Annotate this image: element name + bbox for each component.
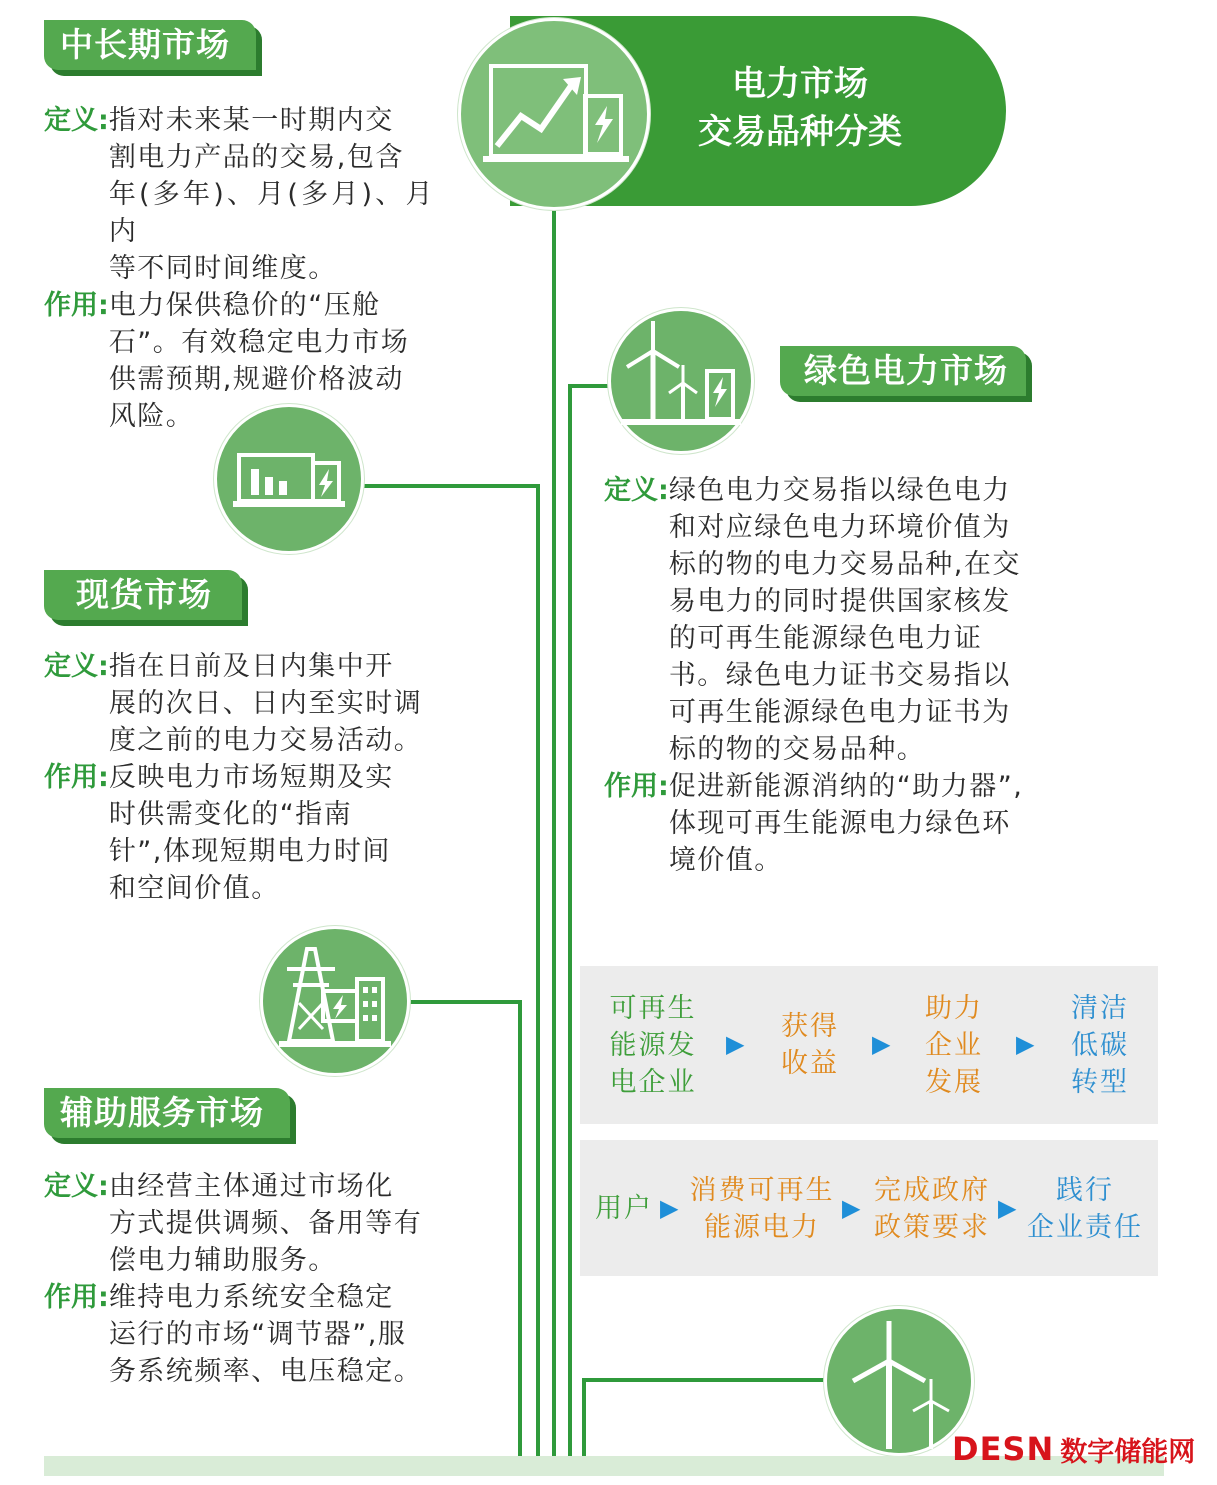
text-line: 供需预期,规避价格波动 (108, 364, 404, 395)
text-line: 指对未来某一时期内交 (108, 105, 394, 136)
arrow-icon: ▶ (998, 1194, 1017, 1222)
connector-line (568, 384, 572, 1460)
text-line: 促进新能源消纳的“助力器”, (668, 771, 1024, 802)
text-line: 标的物的交易品种。 (668, 734, 926, 765)
title-line: 交易品种分类 (698, 112, 902, 152)
definition-label: 定义: (44, 651, 109, 682)
flow-text: 获得 (781, 1011, 839, 1042)
connector-line (400, 1000, 522, 1004)
text-line: 风险。 (108, 401, 195, 432)
text-line: 时供需变化的“指南 (108, 799, 353, 830)
connector-line (582, 1378, 830, 1382)
text-line: 境价值。 (668, 845, 783, 876)
flow-diagram-user (580, 1140, 1158, 1276)
green-text (604, 472, 1052, 879)
flow-text: 助力 (925, 993, 983, 1024)
text-line: 和空间价值。 (108, 873, 280, 904)
text-line: 方式提供调频、备用等有 (108, 1208, 423, 1239)
text-line: 展的次日、日内至实时调 (108, 688, 423, 719)
usage-label: 作用: (44, 762, 109, 793)
definition-label: 定义: (44, 1171, 109, 1202)
growth-chart-icon (461, 21, 647, 207)
wind-turbine-icon (827, 1309, 971, 1453)
flow-step (914, 990, 994, 1101)
text-line: 指在日前及日内集中开 (108, 651, 394, 682)
flow-text: 清洁 (1071, 993, 1129, 1024)
flow-step (1060, 990, 1140, 1101)
wind-turbine-icon (611, 311, 751, 451)
flow-text: 转型 (1071, 1067, 1129, 1098)
text-line: 的可再生能源绿色电力证 (668, 623, 983, 654)
flow-text: 能源电力 (704, 1212, 820, 1243)
flow-text: 能源发 (609, 1030, 697, 1061)
text-line: 偿电力辅助服务。 (108, 1245, 337, 1276)
arrow-icon: ▶ (1016, 1030, 1035, 1058)
connector-line (582, 1378, 586, 1460)
flow-text: 低碳 (1071, 1030, 1129, 1061)
header-icon-circle (458, 18, 650, 210)
text-line: 反映电力市场短期及实 (108, 762, 394, 793)
connector-line (568, 384, 612, 388)
usage-label: 作用: (44, 290, 109, 321)
flow-text: 电企业 (609, 1067, 697, 1098)
connector-line (552, 200, 556, 1460)
connector-line (518, 1000, 522, 1460)
tag-spot: 现货市场 (44, 570, 242, 620)
text-line: 度之前的电力交易活动。 (108, 725, 423, 756)
site-logo (952, 1432, 1195, 1466)
flow-step (866, 1172, 998, 1246)
flow-text: 用户 (595, 1193, 653, 1224)
text-line: 易电力的同时提供国家核发 (668, 586, 1011, 617)
text-line: 体现可再生能源电力绿色环 (668, 808, 1011, 839)
flow-text: 消费可再生 (689, 1175, 835, 1206)
text-line: 等不同时间维度。 (108, 253, 337, 284)
green-icon-circle (608, 308, 754, 454)
logo-text-en: DESN (952, 1430, 1055, 1468)
definition-label: 定义: (604, 475, 669, 506)
connector-line (536, 484, 540, 1460)
tag-ancillary: 辅助服务市场 (44, 1088, 290, 1138)
usage-label: 作用: (44, 1282, 109, 1313)
text-line: 和对应绿色电力环境价值为 (668, 512, 1011, 543)
usage-label: 作用: (604, 771, 669, 802)
flow-text: 完成政府 (874, 1175, 990, 1206)
arrow-icon: ▶ (726, 1030, 745, 1058)
text-line: 务系统频率、电压稳定。 (108, 1356, 423, 1387)
flow-text: 发展 (925, 1067, 983, 1098)
flow-text: 收益 (781, 1048, 839, 1079)
spot-icon-circle (260, 926, 410, 1076)
flow-step (770, 1008, 850, 1082)
ancillary-text (44, 1168, 434, 1390)
tag-long-term: 中长期市场 (44, 20, 256, 70)
arrow-icon: ▶ (872, 1030, 891, 1058)
spot-text (44, 648, 434, 907)
tag-green: 绿色电力市场 (780, 346, 1026, 396)
connector-line (356, 484, 540, 488)
text-line: 运行的市场“调节器”,服 (108, 1319, 407, 1350)
flow-step (1020, 1172, 1150, 1246)
logo-text-cn: 数字储能网 (1060, 1436, 1196, 1468)
text-line: 书。绿色电力证书交易指以 (668, 660, 1011, 691)
bar-chart-station-icon (217, 407, 361, 551)
text-line: 割电力产品的交易,包含 (108, 142, 404, 173)
power-tower-icon (263, 929, 407, 1073)
flow-text: 企业 (925, 1030, 983, 1061)
flow-step (592, 1190, 656, 1227)
text-line: 针”,体现短期电力时间 (108, 836, 391, 867)
page-title (660, 60, 940, 156)
text-line: 标的物的电力交易品种,在交 (668, 549, 1021, 580)
text-line: 绿色电力交易指以绿色电力 (668, 475, 1011, 506)
arrow-icon: ▶ (842, 1194, 861, 1222)
flow-text: 政策要求 (874, 1212, 990, 1243)
flow-text: 可再生 (609, 993, 697, 1024)
text-line: 电力保供稳价的“压舱 (108, 290, 381, 321)
text-line: 石”。有效稳定电力市场 (108, 327, 410, 358)
flow-step (598, 990, 708, 1101)
text-line: 可再生能源绿色电力证书为 (668, 697, 1011, 728)
flow-text: 践行 (1056, 1175, 1114, 1206)
text-line: 由经营主体通过市场化 (108, 1171, 394, 1202)
long-term-text (44, 102, 434, 435)
flow-diagram-producer (580, 966, 1158, 1124)
text-line: 年(多年)、月(多月)、月内 (108, 179, 434, 247)
flow-step (684, 1172, 840, 1246)
long-term-icon-circle (214, 404, 364, 554)
title-line: 电力市场 (732, 64, 868, 104)
flow-text: 企业责任 (1027, 1212, 1143, 1243)
arrow-icon: ▶ (660, 1194, 679, 1222)
definition-label: 定义: (44, 105, 109, 136)
text-line: 维持电力系统安全稳定 (108, 1282, 394, 1313)
